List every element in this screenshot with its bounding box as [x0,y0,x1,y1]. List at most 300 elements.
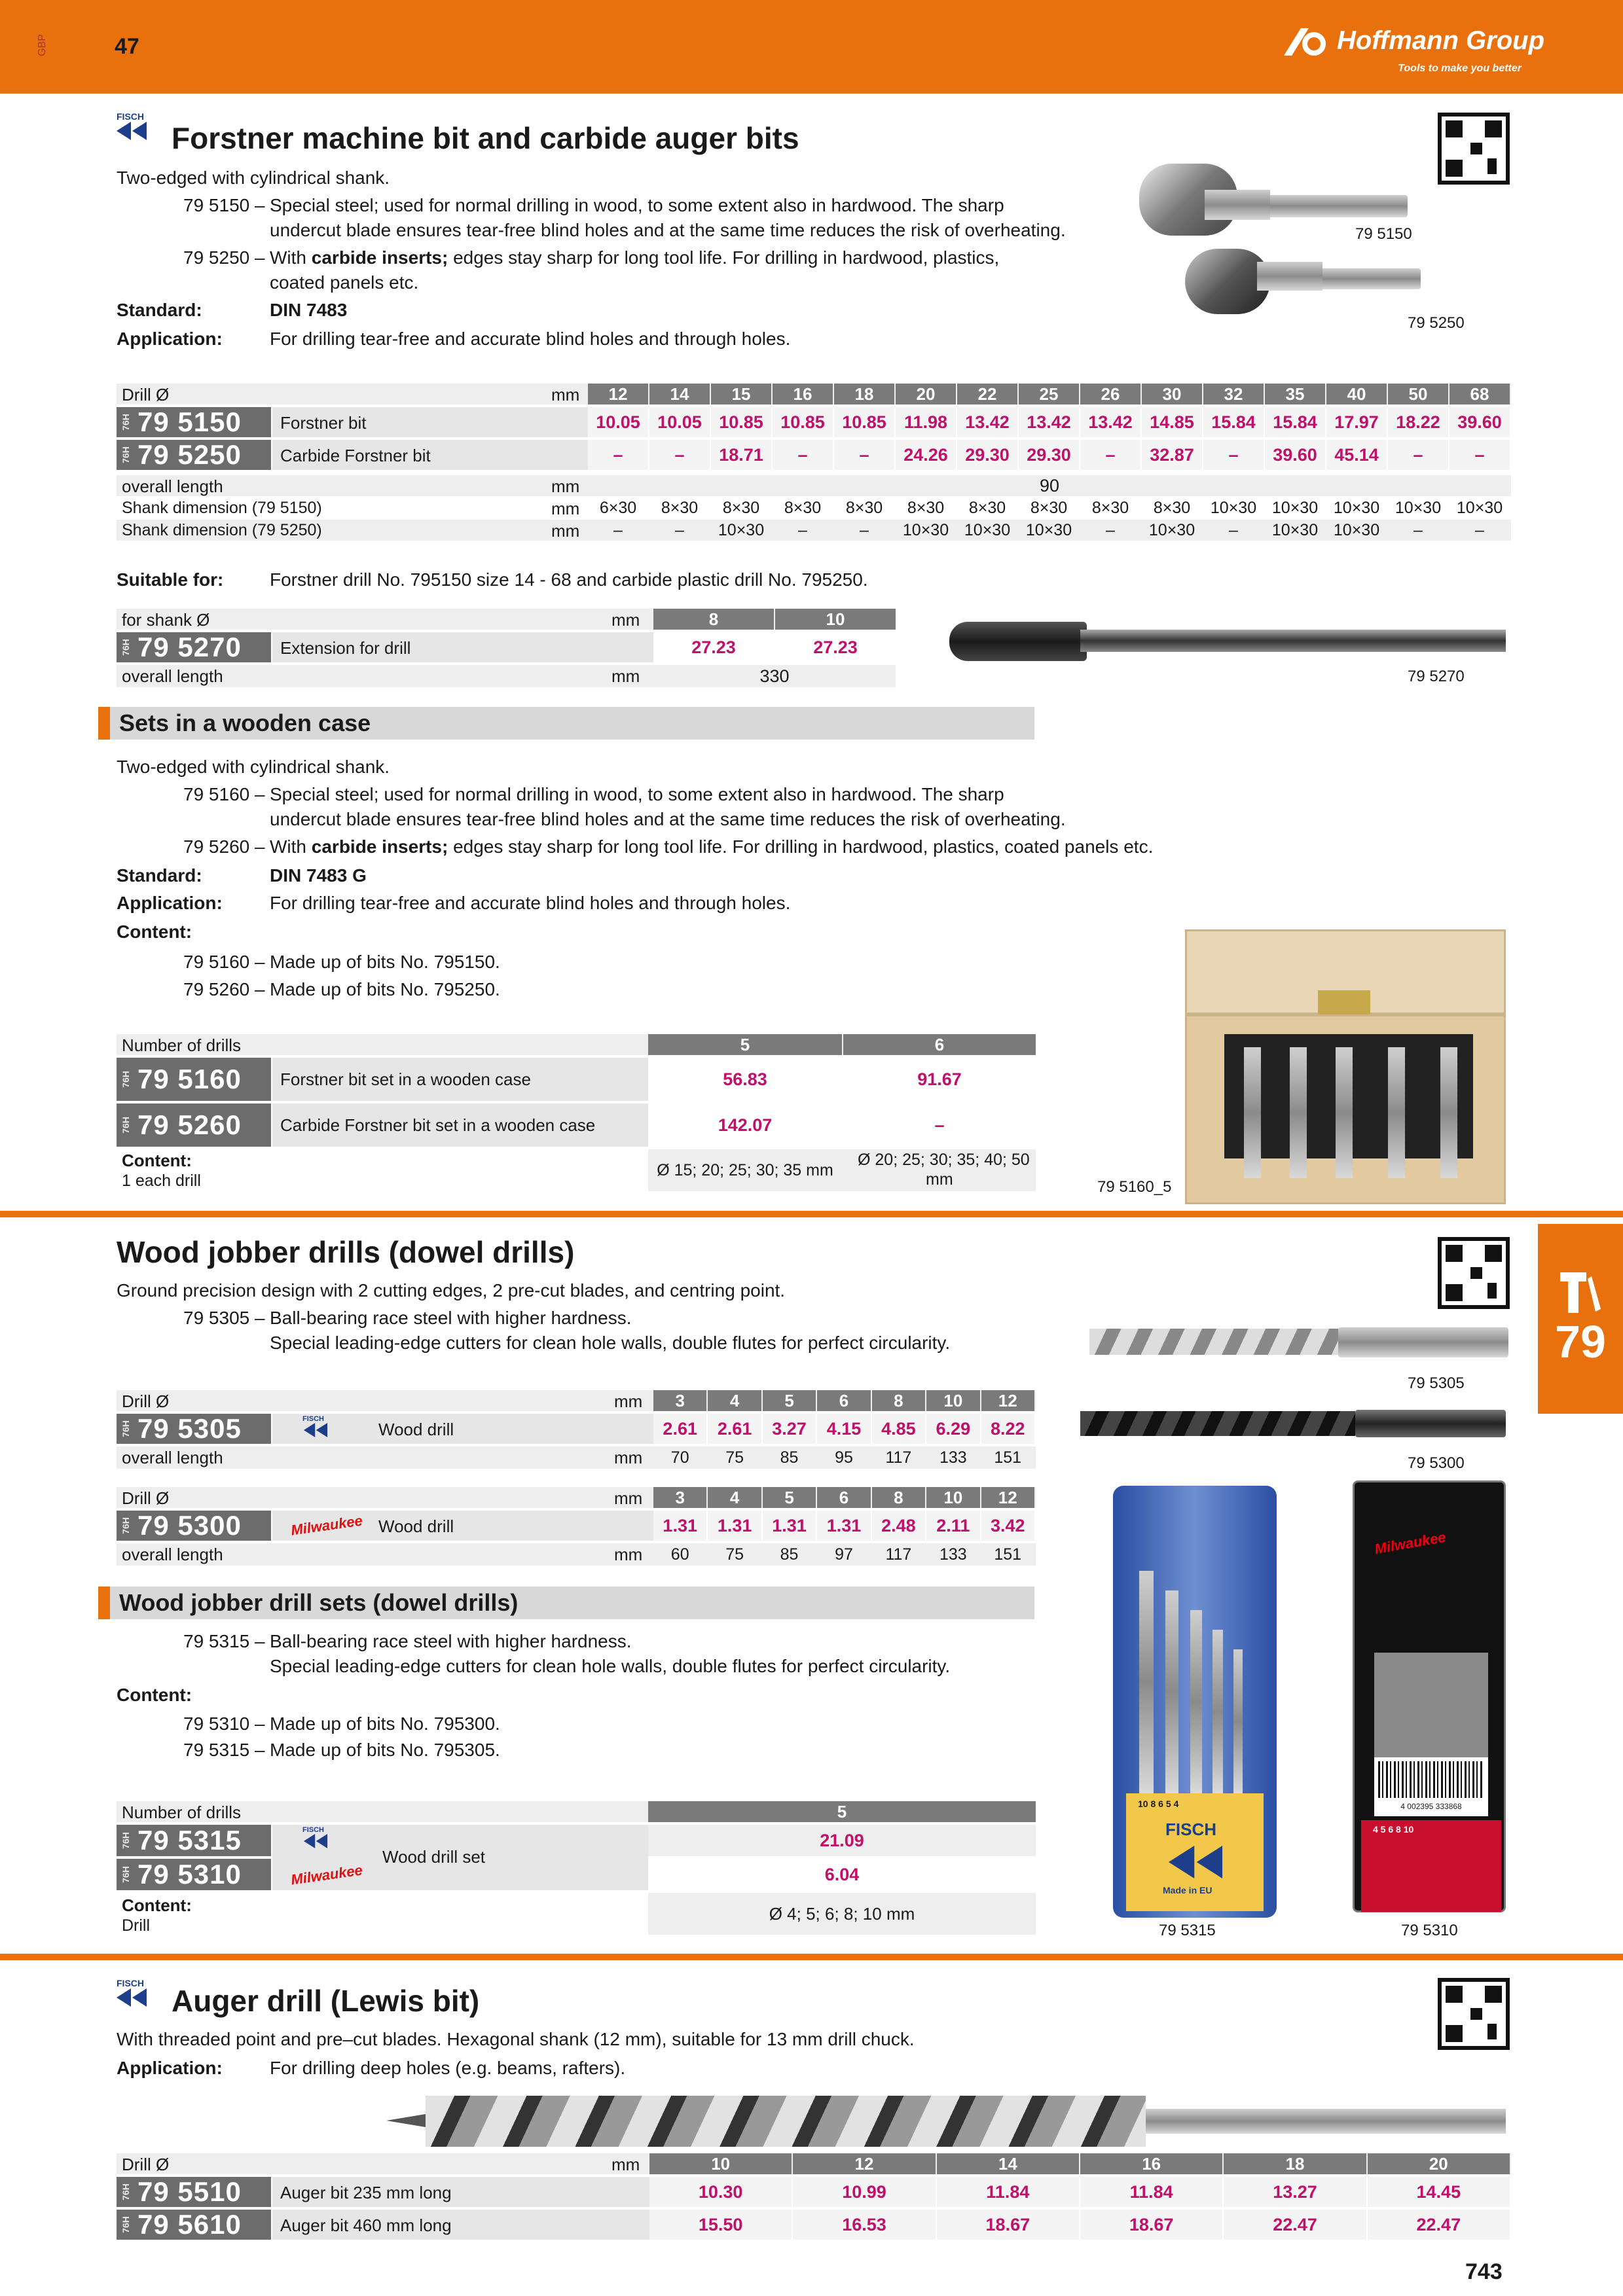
item-code: 79 5315 – [183,1631,265,1651]
auger-tip [386,2114,426,2127]
table-cell: 95 [835,1448,853,1467]
price: 14.85 [1142,407,1202,437]
price: – [1080,440,1140,470]
table-cell: 70 [670,1448,689,1467]
drill-flutes [1080,1411,1355,1436]
text-bold: carbide inserts; [311,836,448,857]
price: 13.42 [1080,407,1140,437]
price: 91.67 [917,1069,962,1089]
fisch-label: FISCH [302,1415,324,1423]
product-name: Wood drill [378,1516,454,1536]
shank-row [588,497,1511,518]
table-cell: – [1413,520,1423,539]
product-code[interactable] [117,2210,271,2240]
package-sizes: 4 5 6 8 10 [1373,1824,1414,1835]
bit-shank [1316,268,1421,289]
table-cell: – [675,520,684,539]
drill-bit [1336,1047,1353,1178]
fisch-logo [117,1978,147,2010]
size-col: 16 [773,384,833,404]
table-cell: 117 [885,1448,912,1467]
price: 6.29 [926,1414,979,1444]
drill-bit [1233,1649,1243,1793]
extension-image [949,622,1506,661]
table-cell: 85 [780,1545,799,1564]
size-col: 32 [1203,384,1264,404]
table-cell: 133 [939,1545,967,1564]
qr-code[interactable] [1438,1237,1510,1309]
table-cell: 6×30 [599,498,637,517]
content-value: Ø 4; 5; 6; 8; 10 mm [769,1903,915,1924]
size-col: 5 [763,1390,816,1411]
price: – [588,440,648,470]
price: 13.42 [957,407,1017,437]
fisch-logo [302,1826,329,1852]
shank-row [588,520,1511,541]
price: 18.71 [711,440,771,470]
size-col: 8 [872,1487,925,1508]
subsection-title: Sets in a wooden case [119,709,371,736]
price: – [934,1115,945,1135]
row-label: overall length [122,666,223,686]
image-caption: 79 5160_5 [1097,1178,1172,1196]
application-label: Application: [117,2058,223,2078]
col-label: Drill Ø [122,1488,170,1508]
price: 22.47 [1224,2210,1366,2240]
table-cell: 85 [780,1448,799,1467]
price: 13.42 [1019,407,1079,437]
price: 10.85 [773,407,833,437]
package-label [1126,1793,1264,1911]
price: 10.99 [793,2177,935,2207]
table-cell: 10×30 [1395,498,1442,517]
count-col: 6 [843,1034,1036,1055]
standard-label: Standard: [117,300,202,320]
barcode-bars [1378,1761,1484,1798]
product-name: Carbide Forstner bit set in a wooden case [280,1115,596,1135]
code-number: 79 5300 [137,1510,242,1541]
product-name: Extension for drill [280,638,411,658]
bit-neck [1257,262,1322,291]
size-col: 3 [653,1487,706,1508]
standard-value: DIN 7483 G [270,865,367,886]
section-title: Wood jobber drills (dowel drills) [117,1235,575,1269]
drill-bit [1190,1610,1202,1793]
size-col: 10 [775,609,896,630]
row-sublabel: Drill [122,1916,151,1935]
accent-bar [98,1587,110,1619]
package-barcode [1374,1757,1488,1816]
size-col: 6 [817,1487,870,1508]
intro-text: Ground precision design with 2 cutting edges, 2 pre-cut blades, and centring point. [117,1280,786,1300]
application-value: For drilling tear-free and accurate blind holes and through holes. [270,329,791,349]
code-number: 79 5270 [137,632,242,662]
unit-label: mm [614,1488,643,1508]
milwaukee-logo: Milwaukee [289,1512,364,1539]
dowel-drill-image [1089,1325,1508,1360]
code-number: 79 5305 [137,1413,242,1444]
product-code[interactable] [117,1825,271,1856]
price: 10.05 [588,407,648,437]
item-desc: Special steel; used for normal drilling in wood, to some extent also in hardwood. The sharp [270,784,1004,804]
price: 15.84 [1203,407,1264,437]
size-col: 12 [793,2153,935,2174]
item-desc: Special steel; used for normal drilling in wood, to some extent also in hardwood. The sharp [270,195,1004,215]
price: 10.85 [834,407,894,437]
table-cell: 10×30 [1210,498,1257,517]
auger-spiral [426,2096,1146,2147]
price-row [653,1414,1036,1444]
code-tag: 76H [120,1866,131,1883]
dowel-drill-image [1080,1407,1506,1440]
price: 39.60 [1450,407,1510,437]
product-code[interactable] [117,1103,271,1147]
price: 18.67 [937,2210,1079,2240]
table-dowel-fisch [117,1390,1036,1475]
application-label: Application: [117,893,223,913]
code-tag: 76H [120,1832,131,1849]
table-cell: 8×30 [907,498,945,517]
package-sizes: 10 8 6 5 4 [1138,1799,1179,1809]
code-tag: 76H [120,1420,131,1437]
code-tag: 76H [120,1117,131,1134]
product-code[interactable] [117,1859,271,1890]
image-caption: 79 5150 [1355,225,1412,243]
unit-label: mm [611,610,640,630]
code-number: 79 5310 [137,1859,242,1890]
text: edges stay sharp for long tool life. For drilling in hardwood, plastics, [448,247,1000,268]
intro-text: Two-edged with cylindrical shank. [117,757,390,777]
fisch-label: FISCH [117,111,144,122]
table-cell: 151 [994,1448,1022,1467]
price: 18.22 [1388,407,1448,437]
col-label: Drill Ø [122,1391,170,1411]
fisch-icon [117,1988,147,2007]
size-header [653,1390,1036,1411]
auger-bit-image [386,2092,1506,2151]
price-row [649,2210,1511,2240]
product-code[interactable] [117,632,271,662]
price: – [1203,440,1264,470]
price: 142.07 [718,1115,773,1135]
table-cell: 8×30 [661,498,699,517]
size-col: 12 [981,1390,1034,1411]
item-desc: Made up of bits No. 795150. [270,952,500,972]
page-number-right: 743 [1465,2259,1503,2284]
package-brand: FISCH [1165,1820,1216,1839]
size-header [653,1487,1036,1508]
unit-label: mm [614,1545,643,1564]
size-col: 15 [711,384,771,404]
price: 17.97 [1326,407,1387,437]
chapter-number: 79 [1555,1316,1606,1367]
case-lid [1185,929,1506,1014]
text-bold: carbide inserts; [311,247,448,268]
brand-logo [1284,26,1544,57]
price: 32.87 [1142,440,1202,470]
bit-neck [1205,190,1270,220]
qr-code[interactable] [1438,113,1510,185]
table-cell: 10×30 [1271,520,1319,539]
drill-bit [1388,1047,1405,1178]
fisch-icon [117,122,147,140]
product-name: Wood drill set [382,1847,486,1867]
price: – [834,440,894,470]
product-name: Forstner bit [280,413,367,433]
unit-label: mm [551,499,580,518]
price: 2.61 [653,1414,706,1444]
barcode-number: 4 002395 333868 [1400,1802,1462,1811]
drill-bit [1290,1047,1307,1178]
product-code[interactable] [117,1414,271,1444]
table-cell: – [1229,520,1238,539]
price: 3.42 [981,1511,1034,1541]
page-number-left: 47 [115,34,139,59]
size-col: 22 [957,384,1017,404]
price: 18.67 [1080,2210,1222,2240]
code-number: 79 5510 [137,2176,242,2207]
item-desc: Made up of bits No. 795250. [270,979,500,999]
unit-label: mm [551,476,580,496]
table-cell: 117 [885,1545,912,1564]
package-artwork [1374,1653,1488,1764]
size-col: 4 [708,1487,761,1508]
table-cell: 10×30 [1271,498,1319,517]
text: With [270,836,312,857]
code-tag: 76H [120,2216,131,2233]
product-code[interactable] [117,440,271,470]
size-col: 12 [981,1487,1034,1508]
unit-label: mm [614,1391,643,1411]
image-caption: 79 5315 [1159,1922,1216,1939]
subsection-header [98,707,1034,740]
table-cell: – [1475,520,1484,539]
size-col: 68 [1450,384,1510,404]
size-col: 30 [1142,384,1202,404]
content-label: Content: [117,1685,192,1705]
intro-text: Two-edged with cylindrical shank. [117,168,390,188]
fisch-icon [302,1834,329,1848]
length-row [653,1446,1036,1469]
item-code: 79 5260 – [183,979,265,999]
row-label: overall length [122,476,223,496]
table-cell: 75 [725,1448,744,1467]
table-auger [117,2153,1511,2245]
table-cell: 8×30 [1030,498,1068,517]
size-header [649,2153,1511,2174]
auger-shank [1146,2109,1506,2134]
fisch-logo [117,111,147,143]
code-tag: 76H [120,2183,131,2200]
table-cell: 60 [670,1545,689,1564]
brand-name: Hoffmann Group [1336,26,1544,55]
subsection-title: Wood jobber drill sets (dowel drills) [119,1589,519,1616]
price: – [1388,440,1448,470]
table-cell: – [860,520,869,539]
size-col: 12 [588,384,648,404]
table-cell: 8×30 [968,498,1006,517]
bit-shank [1264,195,1408,217]
item-desc: Ball-bearing race steel with higher hardness. [270,1308,632,1328]
code-number: 79 5610 [137,2209,242,2240]
code-number: 79 5250 [137,439,242,470]
application-value: For drilling deep holes (e.g. beams, rafters). [270,2058,626,2078]
product-code[interactable] [117,2177,271,2207]
size-col: 25 [1019,384,1079,404]
price: 39.60 [1265,440,1325,470]
product-name: Carbide Forstner bit [280,446,431,465]
size-col: 6 [817,1390,870,1411]
price-row [649,2177,1511,2207]
case-clasp [1318,990,1370,1016]
item-code: 79 5250 – [183,247,265,268]
table-cell: – [798,520,807,539]
size-col: 20 [896,384,956,404]
price: 16.53 [793,2210,935,2240]
row-label: overall length [122,1448,223,1467]
size-col: 18 [1224,2153,1366,2174]
fisch-icon [302,1423,329,1437]
fisch-icon [1163,1846,1228,1878]
unit-label: mm [551,521,580,541]
size-col: 14 [649,384,710,404]
product-code[interactable] [117,1511,271,1541]
image-caption: 79 5300 [1408,1454,1465,1472]
price: 4.85 [872,1414,925,1444]
price: 11.84 [1080,2177,1222,2207]
item-desc: Made up of bits No. 795305. [270,1740,500,1760]
item-code: 79 5150 – [183,195,265,215]
image-caption: 79 5305 [1408,1374,1465,1392]
price: 13.27 [1224,2177,1366,2207]
size-col: 8 [872,1390,925,1411]
fisch-label: FISCH [302,1826,324,1834]
price: 1.31 [708,1511,761,1541]
code-tag: 76H [120,446,131,463]
drill-bit [1213,1630,1223,1793]
standard-label: Standard: [117,865,202,886]
item-code: 79 5160 – [183,952,265,972]
item-desc: undercut blade ensures tear-free blind holes and at the same time reduces the risk of overheating. [270,809,1066,829]
table-cell: 10×30 [1456,498,1503,517]
price: 11.84 [937,2177,1079,2207]
qr-code[interactable] [1438,1978,1510,2050]
col-label: Number of drills [122,1035,242,1055]
price: 15.50 [649,2210,792,2240]
item-desc: Ball-bearing race steel with higher hardness. [270,1631,632,1651]
table-cell: 10×30 [902,520,949,539]
fisch-label: FISCH [117,1978,144,1988]
price: 2.61 [708,1414,761,1444]
drill-shank [1338,1327,1508,1357]
size-col: 3 [653,1390,706,1411]
image-caption: 79 5310 [1401,1922,1458,1939]
price: 22.47 [1368,2210,1510,2240]
price: 2.48 [872,1511,925,1541]
table-cell: – [613,520,623,539]
product-name: Auger bit 460 mm long [280,2215,452,2235]
drill-bit [1244,1047,1261,1178]
product-code[interactable] [117,1058,271,1101]
item-code: 79 5315 – [183,1740,265,1760]
suitable-value: Forstner drill No. 795150 size 14 - 68 and carbide plastic drill No. 795250. [270,569,868,590]
size-col: 20 [1368,2153,1510,2174]
hoffmann-icon [1284,27,1330,57]
row-label: overall length [122,1545,223,1564]
package-brand: Milwaukee [1373,1528,1448,1558]
size-col: 14 [937,2153,1079,2174]
section-title: Auger drill (Lewis bit) [172,1984,480,2018]
application-label: Application: [117,329,223,349]
size-col: 5 [763,1487,816,1508]
text: edges stay sharp for long tool life. For drilling in hardwood, plastics, coated panels etc. [448,836,1154,857]
size-col: 16 [1080,2153,1222,2174]
size-col: 50 [1388,384,1448,404]
section-divider [0,1954,1623,1960]
application-value: For drilling tear-free and accurate blind holes and through holes. [270,893,791,913]
item-desc: Special leading-edge cutters for clean hole walls, double flutes for perfect circularity. [270,1333,951,1353]
row-label: Shank dimension (79 5250) [122,521,322,539]
length-row [653,1543,1036,1566]
accent-bar [98,707,110,740]
item-desc: undercut blade ensures tear-free blind holes and at the same time reduces the risk of overheating. [270,220,1066,240]
col-label: Drill Ø [122,385,170,404]
price: 27.23 [691,637,736,657]
table-cell: 8×30 [784,498,822,517]
table-cell: 8×30 [722,498,760,517]
price: 21.09 [820,1830,864,1850]
item-desc: coated panels etc. [270,272,419,293]
price: 45.14 [1326,440,1387,470]
price: 1.31 [653,1511,706,1541]
table-cell: 133 [939,1448,967,1467]
milwaukee-set-package [1353,1480,1506,1912]
product-code[interactable] [117,407,271,437]
extension-shank [1080,630,1506,652]
size-col: 40 [1326,384,1387,404]
table-dowel-milwaukee [117,1487,1036,1572]
suitable-label: Suitable for: [117,569,224,590]
item-desc: Made up of bits No. 795300. [270,1713,500,1734]
price: 27.23 [813,637,858,657]
table-cell: 75 [725,1545,744,1564]
row-sublabel: 1 each drill [122,1172,201,1190]
code-tag: 76H [120,1517,131,1534]
size-header [588,384,1511,404]
table-cell: 10×30 [1333,520,1380,539]
item-code: 79 5160 – [183,784,265,804]
subsection-header [98,1587,1034,1619]
col-label: for shank Ø [122,610,210,630]
unit-label: mm [611,666,640,686]
content-value: Ø 20; 25; 30; 35; 40; 50 [858,1151,1030,1169]
milwaukee-logo: Milwaukee [289,1861,364,1888]
code-number: 79 5260 [137,1109,242,1140]
text: With [270,247,312,268]
chapter-tab[interactable] [1538,1224,1623,1414]
count-col: 5 [648,1034,842,1055]
table-cell: 10×30 [1148,520,1195,539]
size-col: 18 [834,384,894,404]
row-label: Content: [122,1895,192,1915]
price: 3.27 [763,1414,816,1444]
extension-sleeve [949,622,1087,661]
price: 10.85 [711,407,771,437]
size-col: 10 [649,2153,792,2174]
table-cell: 10×30 [1333,498,1380,517]
item-desc [270,838,1153,856]
unit-label: mm [611,2155,640,2174]
